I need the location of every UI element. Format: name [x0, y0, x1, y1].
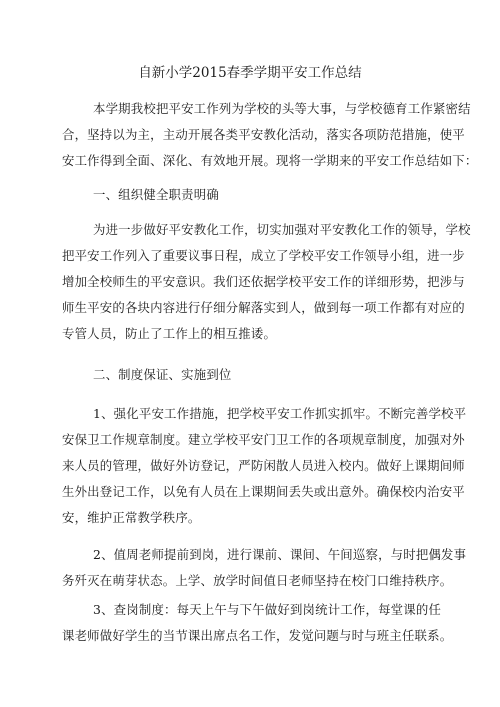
intro-line-3: 安工作得到全面、深化、有效地开展。现将一学期来的平安工作总结如下： [62, 153, 478, 168]
item3-line-2: 课老师做好学生的当节课出席点名工作，发觉问题与时与班主任联系。 [62, 628, 453, 643]
item1-line-1: 1、强化平安工作措施，把学校平安工作抓实抓牢。不断完善学校平 [93, 406, 467, 421]
section1-line-5: 专管人员，防止了工作上的相互推诿。 [62, 326, 277, 341]
section1-line-1: 为进一步做好平安教化工作，切实加强对平安教化工作的领导，学校 [93, 222, 471, 237]
intro-line-1: 本学期我校把平安工作列为学校的头等大事，与学校德育工作紧密结 [93, 101, 471, 116]
item1-line-2: 安保卫工作规章制度。建立学校平安门卫工作的各项规章制度，加强对外 [62, 432, 465, 447]
item2-line-1: 2、值周老师提前到岗，进行课前、课间、午间巡察，与时把偶发事 [93, 547, 467, 562]
section1-heading: 一、组织健全职责明确 [93, 187, 219, 202]
item3-line-1: 3、查岗制度：每天上午与下午做好到岗统计工作，每堂课的任 [93, 602, 442, 617]
section1-line-2: 把平安工作列入了重要议事日程，成立了学校平安工作领导小组，进一步 [62, 248, 465, 263]
section1-line-4: 师生平安的各块内容进行仔细分解落实到人，做到每一项工作都有对应的 [62, 300, 465, 315]
item1-line-3: 来人员的管理，做好外访登记，严防闲散人员进入校内。做好上课期间师 [62, 458, 465, 473]
document-title: 自新小学2015春季学期平安工作总结 [138, 65, 362, 81]
section1-line-3: 增加全校师生的平安意识。我们还依据学校平安工作的详细形势，把涉与 [62, 274, 465, 289]
item2-line-2: 务歼灭在萌芽状态。上学、放学时间值日老师坚持在校门口维持秩序。 [62, 573, 453, 588]
intro-line-2: 合，坚持以为主，主动开展各类平安教化活动，落实各项防范措施，使平 [62, 127, 465, 142]
item1-line-4: 生外出登记工作，以免有人员在上课期间丢失或出意外。确保校内治安平 [62, 484, 465, 499]
section2-heading: 二、制度保证、实施到位 [93, 367, 232, 382]
item1-line-5: 安，维护正常教学秩序。 [62, 510, 201, 525]
